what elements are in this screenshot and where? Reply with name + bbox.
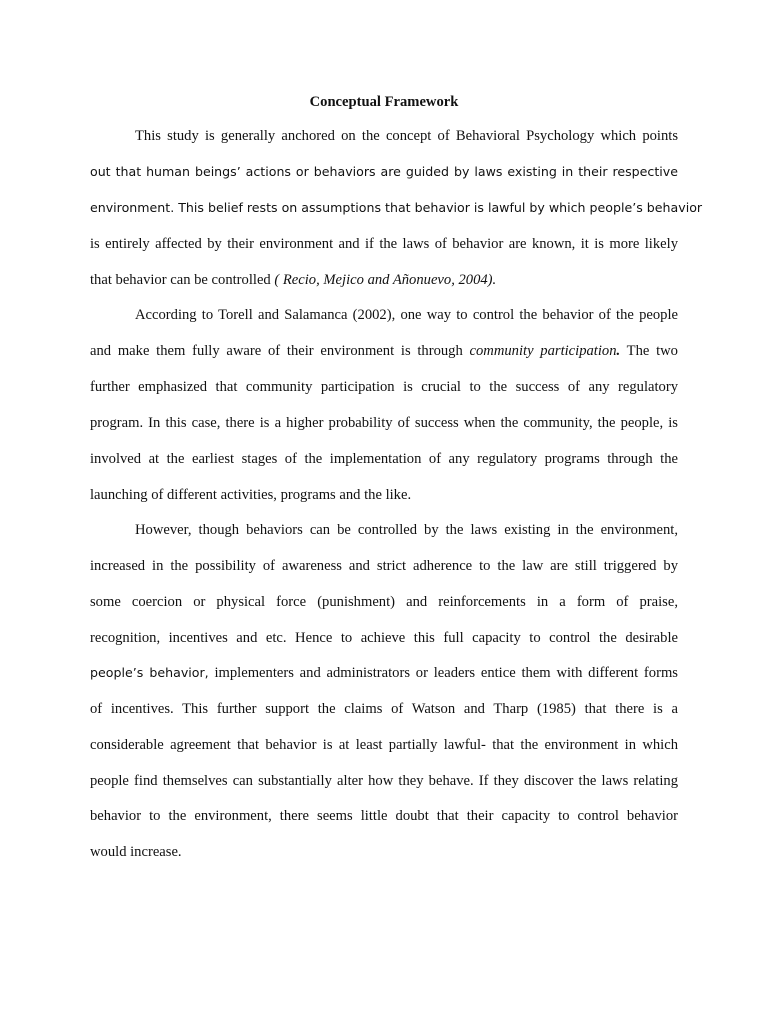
- paragraph-3-line-2: increased in the possibility of awareness and strict adherence to the law are still triggered by: [90, 558, 678, 574]
- paragraph-2-line-1: According to Torell and Salamanca (2002), one way to control the behavior of the people: [135, 307, 678, 323]
- page-title: Conceptual Framework: [309, 94, 459, 110]
- paragraph-3-line-5: [90, 662, 678, 684]
- paragraph-2-line-2: [90, 340, 678, 362]
- paragraph-3-line-5-sans: people’s behavior,: [90, 665, 209, 680]
- paragraph-2-line-2-after: The two: [620, 343, 678, 359]
- paragraph-3-line-5-rest: implementers and administrators or leaders entice them with different forms: [208, 665, 678, 681]
- paragraph-2-line-5: involved at the earliest stages of the implementation of any regulatory programs through the: [90, 451, 678, 467]
- paragraph-2-line-4: program. In this case, there is a higher probability of success when the community, the people, is: [90, 415, 678, 431]
- paragraph-1-line-3: environment. This belief rests on assumptions that behavior is lawful by which people’s behavior: [90, 200, 703, 215]
- paragraph-3-line-10: would increase.: [90, 844, 182, 860]
- paragraph-3-line-6: of incentives. This further support the claims of Watson and Tharp (1985) that there is a: [90, 701, 678, 717]
- paragraph-3-line-4: recognition, incentives and etc. Hence to achieve this full capacity to control the desirable: [90, 630, 678, 646]
- paragraph-3-line-9: behavior to the environment, there seems little doubt that their capacity to control behavior: [90, 808, 678, 824]
- paragraph-1-line-1: This study is generally anchored on the concept of Behavioral Psychology which points: [135, 128, 678, 144]
- paragraph-1-line-4: is entirely affected by their environment and if the laws of behavior are known, it is more likely: [90, 236, 678, 252]
- paragraph-3-line-3: some coercion or physical force (punishment) and reinforcements in a form of praise,: [90, 594, 678, 610]
- paragraph-3-line-1: However, though behaviors can be controlled by the laws existing in the environment,: [135, 522, 678, 538]
- paragraph-1-line-2: out that human beings’ actions or behaviors are guided by laws existing in their respective: [90, 164, 678, 179]
- paragraph-2-line-3: further emphasized that community participation is crucial to the success of any regulatory: [90, 379, 678, 395]
- paragraph-3-line-7: considerable agreement that behavior is at least partially lawful- that the environment in which: [90, 737, 678, 753]
- citation: ( Recio, Mejico and Añonuevo, 2004).: [274, 272, 497, 288]
- paragraph-1-line-5-text: that behavior can be controlled: [90, 272, 275, 288]
- emphasis-term: community participation: [469, 343, 617, 359]
- paragraph-3-line-8: people find themselves can substantially alter how they behave. If they discover the laws relating: [90, 773, 678, 789]
- paragraph-1-line-5: [90, 269, 678, 291]
- paragraph-2-line-6: launching of different activities, programs and the like.: [90, 487, 412, 503]
- paragraph-2-line-2-before: and make them fully aware of their environment is through: [90, 343, 470, 359]
- emphasis-period: .: [616, 343, 621, 359]
